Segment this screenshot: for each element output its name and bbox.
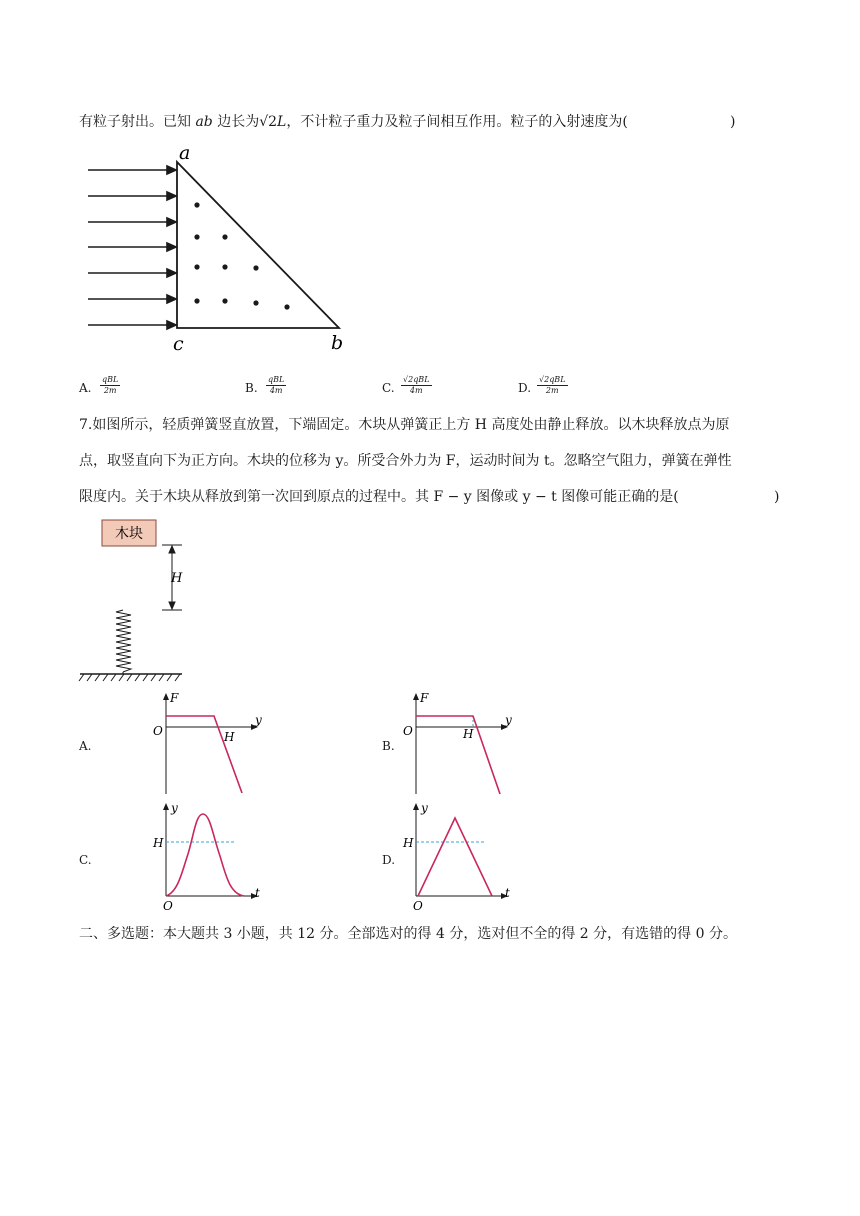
q7-line-2: 点，取竖直向下为正方向。木块的位移为 y。所受合外力为 F，运动时间为 t。忽略空气阻力，弹簧在弹性 — [79, 453, 732, 469]
q6-option-c[interactable] — [382, 380, 395, 396]
q6-option-b[interactable] — [245, 380, 258, 396]
curve — [418, 818, 492, 896]
denominator: 2m — [103, 386, 117, 395]
option-label: A. — [79, 381, 92, 395]
option-label: D. — [518, 381, 532, 395]
q6-text-b: 边长为 — [212, 114, 260, 130]
curve — [166, 716, 242, 793]
q6-paren-close: ) — [730, 114, 736, 130]
curve — [416, 716, 500, 794]
q7-option-b-graph — [400, 690, 520, 796]
q6-text-line — [79, 112, 628, 132]
h-mark: H — [153, 836, 164, 850]
h-mark: H — [463, 727, 474, 741]
q7-option-a-graph — [150, 690, 270, 796]
origin-label: O — [153, 724, 163, 738]
section-2-heading: 二、多选题：本大题共 3 小题，共 12 分。全部选对的得 4 分，选对但不全的得 2 分，有选错的得 0 分。 — [79, 926, 737, 942]
denominator: 4m — [409, 386, 423, 395]
q6-text-a: 有粒子射出。已知 — [79, 114, 196, 130]
denominator: 4m — [269, 386, 283, 395]
denominator: 2m — [545, 386, 559, 395]
q7-option-a[interactable]: A. — [79, 739, 92, 753]
horizontal-axis-label: t — [255, 886, 260, 900]
incident-arrows — [88, 166, 176, 329]
q7-option-d[interactable]: D. — [382, 853, 396, 867]
option-label: B. — [245, 381, 258, 395]
q7-option-d-graph — [400, 800, 520, 912]
origin-label: O — [403, 724, 413, 738]
q7-paren-close: ) — [774, 489, 780, 505]
curve — [166, 814, 244, 896]
vertical-axis-label: F — [420, 691, 429, 705]
label-c: c — [173, 333, 184, 355]
q6-ab: ab — [195, 114, 213, 130]
q7-option-c-graph — [150, 800, 270, 912]
spring — [116, 610, 131, 672]
q7-line-3: 限度内。关于木块从释放到第一次回到原点的过程中。其 F − y 图像或 y − t 图像可能正确的是( — [79, 489, 679, 505]
origin-label: O — [413, 899, 423, 912]
horizontal-axis-label: t — [505, 886, 510, 900]
vertical-axis-label: F — [170, 691, 179, 705]
q6-option-d[interactable] — [518, 380, 531, 396]
q6-option-b-fraction — [266, 375, 286, 396]
q6-option-c-fraction — [401, 375, 432, 396]
q6-triangle-figure — [78, 140, 368, 360]
vertical-axis-label: y — [421, 801, 428, 815]
ground — [79, 674, 182, 681]
vertical-axis-label: y — [171, 801, 178, 815]
q6-sqrt: √2 — [259, 114, 278, 130]
numerator: qBL — [102, 375, 119, 384]
label-a: a — [179, 142, 191, 164]
option-label: C. — [382, 381, 395, 395]
height-label: H — [171, 571, 183, 586]
q6-option-a[interactable] — [79, 380, 91, 396]
horizontal-axis-label: y — [255, 713, 262, 727]
numerator: √2qBL — [403, 375, 430, 384]
block-label: 木块 — [115, 526, 143, 542]
magnetic-field-dots — [194, 202, 289, 309]
q7-option-c[interactable]: C. — [79, 853, 92, 867]
q6-L: L — [277, 114, 287, 130]
h-mark: H — [403, 836, 414, 850]
label-b: b — [331, 332, 344, 354]
h-mark: H — [224, 730, 235, 744]
q7-spring-figure — [78, 516, 198, 686]
numerator: qBL — [268, 375, 285, 384]
numerator: √2qBL — [539, 375, 566, 384]
horizontal-axis-label: y — [505, 713, 512, 727]
q7-option-b[interactable]: B. — [382, 739, 395, 753]
q6-text-c: ，不计粒子重力及粒子间相互作用。粒子的入射速度为( — [286, 114, 628, 130]
origin-label: O — [163, 899, 173, 912]
q6-option-a-fraction — [100, 375, 120, 396]
q7-line-1: 7.如图所示，轻质弹簧竖直放置，下端固定。木块从弹簧正上方 H 高度处由静止释放。以木块释放点为原 — [79, 417, 730, 433]
q6-option-d-fraction — [537, 375, 568, 396]
